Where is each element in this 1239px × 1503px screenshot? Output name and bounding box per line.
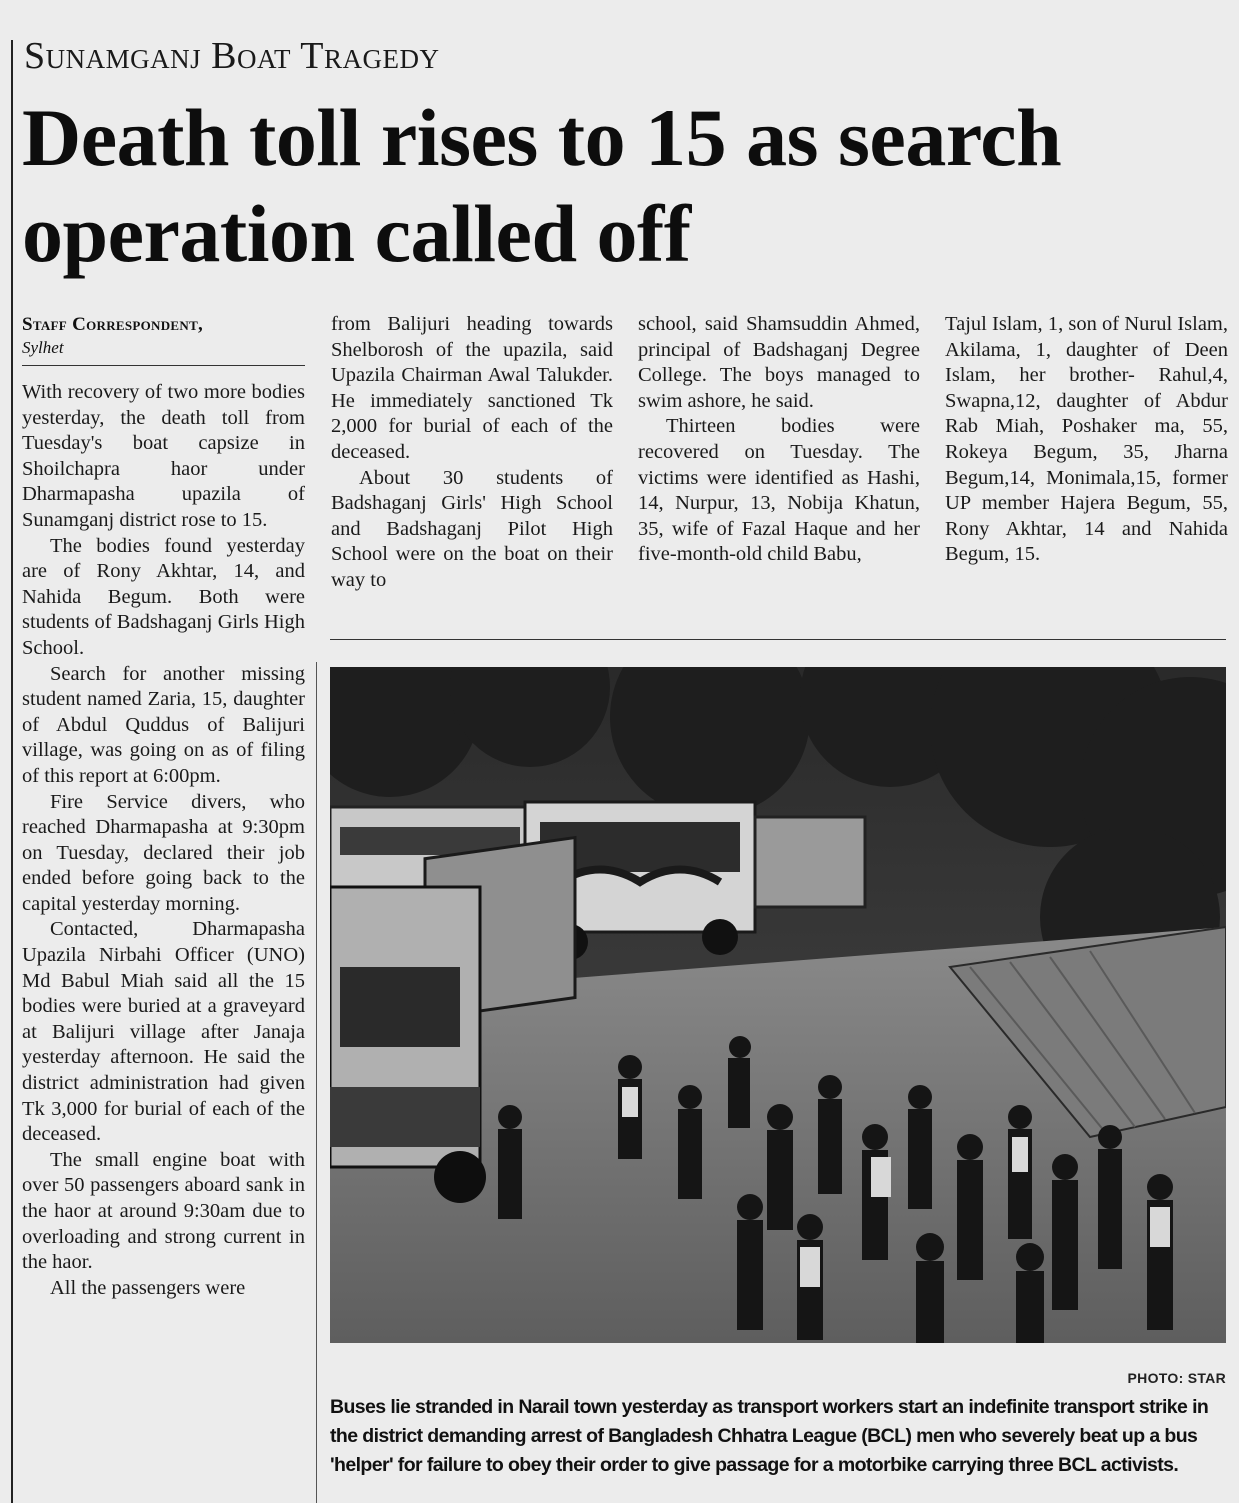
article-column-3 [638,312,920,568]
paragraph: Tajul Islam, 1, son of Nurul Islam, Akilama, 1, daughter of Deen Islam, her brother- Rahul,4, Swapna,12, daughter of Abdur Rab Miah, Poshaker ma, 55, Rokeya Begum, 35, Jharna Begum,14, Monimala,15, former UP member Hajera Begum, 55, Rony Akhtar, 14 and Nahida Begum, 15. [945,313,1228,566]
article-column-4 [945,312,1228,568]
news-photo-illustration [330,667,1226,1343]
paragraph: The small engine boat with over 50 passengers aboard sank in the haor at around 9:30am due to overloading and strong current in the haor. [22,1148,305,1274]
byline-place: Sylhet [22,338,64,357]
paragraph: school, said Shamsuddin Ahmed, principal of Badshaganj Degree College. The boys managed to swim ashore, he said. [638,313,920,412]
bus [755,817,865,907]
byline-rule [22,365,305,366]
news-photo [330,667,1226,1343]
paragraph: Contacted, Dharmapasha Upazila Nirbahi Officer (UNO) Md Babul Miah said all the 15 bodies were buried at a graveyard at Balijuri village after Janaja yesterday afternoon. He said the district administration had given Tk 3,000 for burial of each of the deceased. [22,918,305,1146]
photo-top-rule [330,639,1226,640]
byline [22,314,305,358]
byline-name: Staff Correspondent, [22,314,204,335]
paragraph: Search for another missing student named Zaria, 15, daughter of Abdul Quddus of Balijuri village, was going on as of filing of this report at 6:00pm. [22,662,305,787]
paragraph: All the passengers were [50,1276,246,1299]
kicker: Sunamganj Boat Tragedy [24,35,440,77]
paragraph: Fire Service divers, who reached Dharmapasha at 9:30pm on Tuesday, declared their job ended before going back to the capital yesterday morning. [22,790,305,915]
left-column-rule [11,40,13,1503]
paragraph: from Balijuri heading towards Shelborosh of the upazila, said Upazila Chairman Awal Talukder. He immediately sanctioned Tk 2,000 for burial of each of the deceased. [331,313,613,463]
photo-credit: PHOTO: STAR [1127,1370,1226,1386]
photo-caption: Buses lie stranded in Narail town yesterday as transport workers start an indefinite transport strike in the district demanding arrest of Bangladesh Chhatra League (BCL) men who severely beat up a bus 'helper' for failure to obey their order to give passage for a motorbike carrying three BCL activists. [330,1396,1209,1476]
headline: Death toll rises to 15 as search operation called off [22,92,1062,279]
paragraph: About 30 students of Badshaganj Girls' High School and Badshaganj Pilot High School were on the boat on their way to [331,466,613,591]
article-column-2 [331,312,613,594]
article-column-1 [22,380,305,1301]
paragraph: The bodies found yesterday are of Rony Akhtar, 14, and Nahida Begum. Both were students of Badshaganj Girls High School. [22,534,305,659]
paragraph: Thirteen bodies were recovered on Tuesday. The victims were identified as Hashi, 14, Nurpur, 13, Nobija Khatun, 35, wife of Fazal Haque and her five-month-old child Babu, [638,415,920,566]
paragraph: With recovery of two more bodies yesterday, the death toll from Tuesday's boat capsize in Shoilchapra haor under Dharmapasha upazila of Sunamganj district rose to 15. [22,381,305,531]
photo-column-rule [316,662,317,1503]
